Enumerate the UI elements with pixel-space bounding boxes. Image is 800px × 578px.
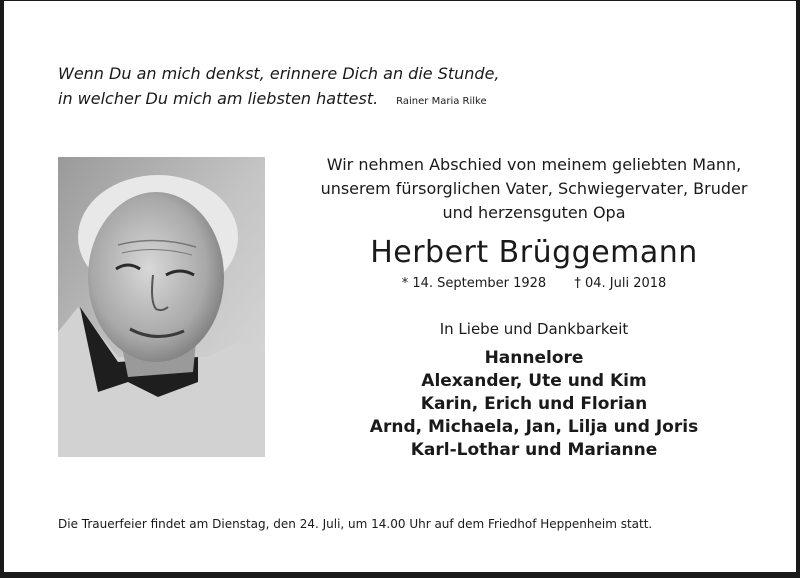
mourner-name: Alexander, Ute und Kim xyxy=(421,371,647,391)
portrait-photo xyxy=(58,157,265,457)
mourner-name: Karin, Erich und Florian xyxy=(420,394,648,414)
intro-line-1: Wir nehmen Abschied von meinem geliebten Mann, xyxy=(326,155,742,174)
quote-author: Rainer Maria Rilke xyxy=(396,96,487,107)
birth-date: * 14. September 1928 xyxy=(401,276,547,291)
closing-line: In Liebe und Dankbarkeit xyxy=(439,320,629,338)
funeral-info: Die Trauerfeier findet am Dienstag, den 24. Juli, um 14.00 Uhr auf dem Friedhof Heppenheim statt. xyxy=(58,517,653,531)
deceased-name: Herbert Brüggemann xyxy=(370,235,698,270)
rilke-quote xyxy=(58,61,500,114)
mourner-name: Hannelore xyxy=(484,348,584,368)
mourners-list xyxy=(284,347,784,462)
life-dates xyxy=(284,274,784,294)
farewell-intro xyxy=(284,153,784,225)
quote-line-2 xyxy=(58,86,500,114)
quote-line-1: Wenn Du an mich denkst, erinnere Dich an die Stunde, xyxy=(58,64,500,83)
quote-line-2-text: in welcher Du mich am liebsten hattest. xyxy=(58,89,379,108)
mourner-name: Karl-Lothar und Marianne xyxy=(410,440,658,460)
death-date: † 04. Juli 2018 xyxy=(574,276,667,291)
intro-line-2: unserem fürsorglichen Vater, Schwiegervater, Bruder xyxy=(320,179,748,198)
mourner-name: Arnd, Michaela, Jan, Lilja und Joris xyxy=(369,417,699,437)
intro-line-3: und herzensguten Opa xyxy=(442,203,626,222)
portrait-image xyxy=(58,157,265,457)
